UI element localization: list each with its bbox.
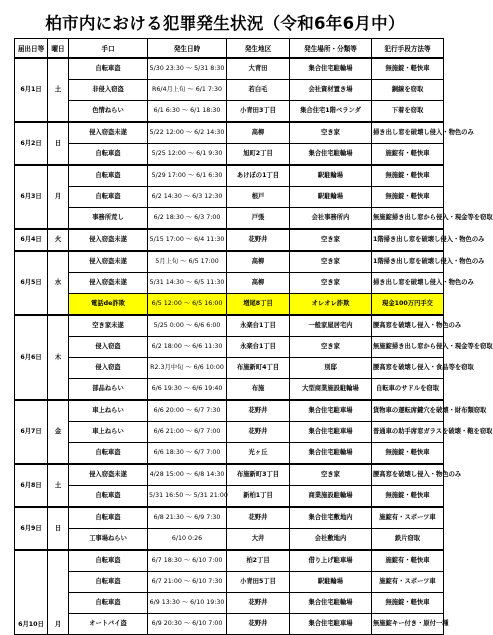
time-cell: 5/22 12:00 ～ 6/2 14:30 <box>148 122 227 144</box>
area-cell: 光ヶ丘 <box>227 443 290 465</box>
area-cell: 小青田3丁目 <box>227 101 290 123</box>
place-cell: 駅駐輪場 <box>290 165 372 187</box>
table-row <box>15 208 444 230</box>
place-cell: 大型商業施設駐輪場 <box>290 379 372 401</box>
place-cell: 空き家 <box>290 464 372 486</box>
area-cell: 永楽台1丁目 <box>227 337 290 358</box>
date-cell: 6月3日 <box>15 165 48 229</box>
time-cell: 6/2 18:00 ～ 6/6 11:30 <box>148 337 227 358</box>
place-cell: 会社事務所内 <box>290 208 372 230</box>
type-cell: 自転車盗 <box>69 550 148 572</box>
date-cell: 6月6日 <box>15 315 48 400</box>
weekday-cell: 木 <box>48 315 69 400</box>
area-cell: 大青田 <box>227 58 290 80</box>
table-row <box>15 593 444 614</box>
method-cell: 無施錠・軽快車 <box>372 187 444 208</box>
type-cell: 自転車盗 <box>69 165 148 187</box>
type-cell: 工事場ねらい <box>69 529 148 551</box>
area-cell: 花野井 <box>227 422 290 443</box>
place-cell: 集合住宅駐車場 <box>290 422 372 443</box>
area-cell: 永楽台1丁目 <box>227 315 290 337</box>
weekday-cell: 水 <box>48 251 69 315</box>
header-area: 発生地区 <box>227 39 290 59</box>
area-cell: 根戸 <box>227 187 290 208</box>
type-cell: 部品ねらい <box>69 379 148 401</box>
method-cell: 施錠有・スポーツ車 <box>372 572 444 593</box>
method-cell: 無施錠・軽快車 <box>372 165 444 187</box>
table-row <box>15 422 444 443</box>
header-place: 発生場所・分類等 <box>290 39 372 59</box>
table-row <box>15 529 444 551</box>
table-row <box>15 165 444 187</box>
method-cell: 無施錠・軽快車 <box>372 593 444 614</box>
table-row <box>15 464 444 486</box>
time-cell: 5/25 12:00 ～ 6/1 9:30 <box>148 144 227 166</box>
time-cell: 5/31 16:50 ～ 5/31 21:00 <box>148 486 227 508</box>
table-row <box>15 80 444 101</box>
place-cell: 借り上げ駐車場 <box>290 550 372 572</box>
time-cell: 4/28 15:00 ～ 6/8 14:30 <box>148 464 227 486</box>
time-cell: 6/5 12:00 ～ 6/5 16:00 <box>148 294 227 316</box>
time-cell: 6/2 18:30 ～ 6/3 7:00 <box>148 208 227 230</box>
place-cell: 別邸 <box>290 358 372 379</box>
method-cell: 無施錠掃き出し窓から侵入・現金等を窃取 <box>372 337 444 358</box>
type-cell: 非侵入窃盗 <box>69 80 148 101</box>
area-cell: 布施新町4丁目 <box>227 358 290 379</box>
date-cell: 6月5日 <box>15 251 48 315</box>
type-cell: 空き家未遂 <box>69 315 148 337</box>
table-row <box>15 337 444 358</box>
table-row <box>15 358 444 379</box>
time-cell: 6/6 18:30 ～ 6/7 7:00 <box>148 443 227 465</box>
method-cell: 自転車のサドルを窃取 <box>372 379 444 401</box>
area-cell: 布施 <box>227 379 290 401</box>
time-cell: 6/10 0:26 <box>148 529 227 551</box>
type-cell: 侵入窃盗未遂 <box>69 273 148 294</box>
type-cell: 自転車盗 <box>69 507 148 529</box>
place-cell: 駅駐輪場 <box>290 187 372 208</box>
method-cell: 施錠有・軽快車 <box>372 144 444 166</box>
place-cell: 駅駐輪場 <box>290 572 372 593</box>
date-cell: 6月2日 <box>15 122 48 165</box>
place-cell: 集合住宅1階ベランダ <box>290 101 372 123</box>
method-cell: 貨物車の運転席鍵穴を破壊・財布類窃取 <box>372 400 444 422</box>
place-cell: 空き家 <box>290 251 372 273</box>
header-method: 犯行手段方法等 <box>372 39 444 59</box>
table-row <box>15 251 444 273</box>
method-cell: 無施錠掃き出し窓から侵入・現金等を窃取 <box>372 208 444 230</box>
area-cell: 花野井 <box>227 229 290 251</box>
time-cell: 5/15 17:00 ～ 6/4 11:30 <box>148 229 227 251</box>
table-row <box>15 550 444 572</box>
place-cell: オレオレ詐欺 <box>290 294 372 316</box>
area-cell: 増尾8丁目 <box>227 294 290 316</box>
type-cell: 侵入窃盗未遂 <box>69 229 148 251</box>
time-cell: 6/9 20:30 ～ 6/10 7:00 <box>148 614 227 635</box>
weekday-cell: 月 <box>48 550 69 635</box>
weekday-cell: 土 <box>48 464 69 507</box>
place-cell: 集合住宅敷地内 <box>290 507 372 529</box>
table-row <box>15 273 444 294</box>
type-cell: 車上ねらい <box>69 400 148 422</box>
date-cell: 6月8日 <box>15 464 48 507</box>
place-cell: 会社資材置き場 <box>290 80 372 101</box>
time-cell: R6/4月上旬 ～ 6/1 7:30 <box>148 80 227 101</box>
time-cell: 6/6 21:00 ～ 6/7 7:00 <box>148 422 227 443</box>
method-cell: 腰高窓を破壊し侵入・物色のみ <box>372 464 444 486</box>
place-cell: 一般家屋居宅内 <box>290 315 372 337</box>
method-cell: 無施錠・軽快車 <box>372 486 444 508</box>
table-row <box>15 187 444 208</box>
date-cell: 6月4日 <box>15 229 48 251</box>
header-dow: 曜日 <box>48 39 69 59</box>
method-cell: 1階掃き出し窓を破壊し侵入・物色のみ <box>372 251 444 273</box>
place-cell: 会社敷地内 <box>290 529 372 551</box>
area-cell: 柏2丁目 <box>227 550 290 572</box>
place-cell: 商業施設駐輪場 <box>290 486 372 508</box>
place-cell: 空き家 <box>290 273 372 294</box>
area-cell: 戸張 <box>227 208 290 230</box>
area-cell: 大井 <box>227 529 290 551</box>
header-time: 発生日時 <box>148 39 227 59</box>
method-cell: 掃き出し窓を破壊し侵入・物色のみ <box>372 273 444 294</box>
table-row <box>15 614 444 635</box>
page-title: 柏市内における犯罪発生状況（令和6年6月中） <box>45 14 405 33</box>
area-cell: 花野井 <box>227 400 290 422</box>
date-cell: 6月1日 <box>15 58 48 122</box>
weekday-cell: 金 <box>48 400 69 464</box>
area-cell: 高柳 <box>227 273 290 294</box>
type-cell: 自転車盗 <box>69 572 148 593</box>
type-cell: 電話de詐欺 <box>69 294 148 316</box>
table-row <box>15 122 444 144</box>
table-row <box>15 486 444 508</box>
time-cell: 6/8 21:30 ～ 6/9 7:30 <box>148 507 227 529</box>
area-cell: 小青田5丁目 <box>227 572 290 593</box>
weekday-cell: 土 <box>48 58 69 122</box>
place-cell: 集合住宅駐輪場 <box>290 144 372 166</box>
weekday-cell: 日 <box>48 507 69 550</box>
type-cell: 侵入窃盗 <box>69 358 148 379</box>
time-cell: 5/31 14:30 ～ 6/5 11:30 <box>148 273 227 294</box>
type-cell: 自転車盗 <box>69 593 148 614</box>
table-row <box>15 58 444 80</box>
date-cell: 6月9日 <box>15 507 48 550</box>
place-cell: 空き家 <box>290 229 372 251</box>
date-cell: 6月10日 <box>15 550 48 635</box>
time-cell: 6/2 14:30 ～ 6/3 12:30 <box>148 187 227 208</box>
method-cell: 無施錠キー付き・原付一種 <box>372 614 444 635</box>
table-row <box>15 572 444 593</box>
method-cell: 無施錠・軽快車 <box>372 58 444 80</box>
time-cell: 6/9 13:30 ～ 6/10 19:30 <box>148 593 227 614</box>
place-cell: 集合住宅駐輪場 <box>290 58 372 80</box>
time-cell: 6/6 19:30 ～ 6/6 19:40 <box>148 379 227 401</box>
type-cell: 自転車盗 <box>69 58 148 80</box>
area-cell: 花野井 <box>227 507 290 529</box>
time-cell: 5/25 0:00 ～ 6/6 6:00 <box>148 315 227 337</box>
method-cell: 普通車の助手席窓ガラスを破壊・鞄を窃取 <box>372 422 444 443</box>
area-cell: 旭町2丁目 <box>227 144 290 166</box>
table-row <box>15 315 444 337</box>
area-cell: 高柳 <box>227 251 290 273</box>
place-cell: 空き家 <box>290 122 372 144</box>
method-cell: 施錠有・スポーツ車 <box>372 507 444 529</box>
table-row <box>15 229 444 251</box>
place-cell: 集合住宅駐車場 <box>290 614 372 635</box>
place-cell: 集合住宅駐輪場 <box>290 593 372 614</box>
highlighted-fraud-row <box>15 294 444 316</box>
type-cell: 自転車盗 <box>69 187 148 208</box>
type-cell: 侵入窃盗未遂 <box>69 464 148 486</box>
crime-table <box>14 38 493 635</box>
method-cell: 鉄片窃取 <box>372 529 444 551</box>
method-cell: 無施錠・軽快車 <box>372 443 444 465</box>
method-cell: 現金100万円手交 <box>372 294 444 316</box>
time-cell: 6/7 21:00 ～ 6/10 7:30 <box>148 572 227 593</box>
time-cell: R2.3月中旬 ～ 6/6 10:00 <box>148 358 227 379</box>
table-row <box>15 507 444 529</box>
weekday-cell: 月 <box>48 165 69 229</box>
type-cell: 侵入窃盗未遂 <box>69 251 148 273</box>
time-cell: 6/1 6:30 ～ 6/1 18:30 <box>148 101 227 123</box>
place-cell: 集合住宅駐輪場 <box>290 443 372 465</box>
table-row <box>15 443 444 465</box>
area-cell: あけぼの1丁目 <box>227 165 290 187</box>
type-cell: 事務所荒し <box>69 208 148 230</box>
time-cell: 5/30 23:30 ～ 5/31 8:30 <box>148 58 227 80</box>
date-cell: 6月7日 <box>15 400 48 464</box>
area-cell: 若白毛 <box>227 80 290 101</box>
time-cell: 5月上旬 ～ 6/5 17:00 <box>148 251 227 273</box>
area-cell: 新柏1丁目 <box>227 486 290 508</box>
method-cell: 銅線を窃取 <box>372 80 444 101</box>
area-cell: 布施新町3丁目 <box>227 464 290 486</box>
table-row <box>15 101 444 123</box>
type-cell: 侵入窃盗 <box>69 337 148 358</box>
type-cell: オートバイ盗 <box>69 614 148 635</box>
method-cell: 腰高窓を破壊し侵入・物色のみ <box>372 315 444 337</box>
type-cell: 自転車盗 <box>69 486 148 508</box>
area-cell: 花野井 <box>227 593 290 614</box>
table-header-row <box>15 39 444 59</box>
table-row <box>15 144 444 166</box>
type-cell: 車上ねらい <box>69 422 148 443</box>
table-row <box>15 400 444 422</box>
method-cell: 下着を窃取 <box>372 101 444 123</box>
header-type: 手口 <box>69 39 148 59</box>
time-cell: 6/6 20:00 ～ 6/7 7:30 <box>148 400 227 422</box>
weekday-cell: 日 <box>48 122 69 165</box>
method-cell: 腰高窓を破壊し侵入・食品等を窃取 <box>372 358 444 379</box>
method-cell: 施錠有・軽快車 <box>372 550 444 572</box>
area-cell: 花野井 <box>227 614 290 635</box>
time-cell: 5/29 17:00 ～ 6/1 6:30 <box>148 165 227 187</box>
type-cell: 自転車盗 <box>69 443 148 465</box>
area-cell: 高柳 <box>227 122 290 144</box>
type-cell: 自転車盗 <box>69 144 148 166</box>
type-cell: 色情ねらい <box>69 101 148 123</box>
weekday-cell: 火 <box>48 229 69 251</box>
place-cell: 集合住宅駐車場 <box>290 400 372 422</box>
header-date: 届出日等 <box>15 39 48 59</box>
place-cell: 空き家 <box>290 337 372 358</box>
type-cell: 侵入窃盗未遂 <box>69 122 148 144</box>
method-cell: 1階掃き出し窓を破壊し侵入・物色のみ <box>372 229 444 251</box>
method-cell: 掃き出し窓を破壊し侵入・物色のみ <box>372 122 444 144</box>
time-cell: 6/7 18:30 ～ 6/10 7:00 <box>148 550 227 572</box>
table-row <box>15 379 444 401</box>
